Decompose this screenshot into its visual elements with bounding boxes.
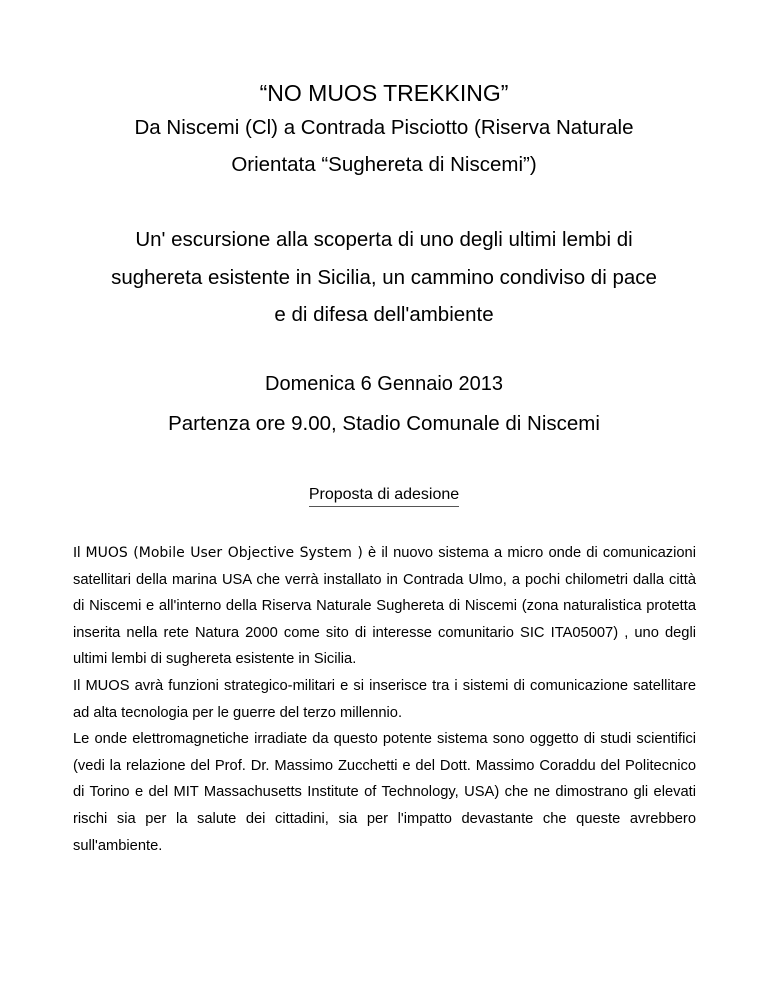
body-text bbox=[73, 540, 696, 859]
route-line-1: Da Niscemi (Cl) a Contrada Pisciotto (Riserva Naturale bbox=[134, 116, 634, 139]
intro-line-1: Un' escursione alla scoperta di uno degli ultimi lembi di bbox=[135, 228, 633, 251]
event-date: Domenica 6 Gennaio 2013 bbox=[265, 373, 503, 395]
paragraph-1-rest: è il nuovo sistema a micro onde di comunicazioni satellitari della marina USA che verrà installato in Contrada Ulmo, a pochi chilometri dalla città di Niscemi e all'interno della Riserva Naturale Sughereta di Niscemi (zona naturalistica protetta inserita nella rete Natura 2000 come sito di interesse comunitario SIC ITA05007) , uno degli ultimi lembi di sughereta esistente in Sicilia. bbox=[73, 545, 696, 668]
event-departure: Partenza ore 9.00, Stadio Comunale di Niscemi bbox=[168, 412, 600, 435]
intro-line-2: sughereta esistente in Sicilia, un cammino condiviso di pace bbox=[111, 266, 657, 289]
intro-line-3: e di difesa dell'ambiente bbox=[274, 303, 494, 326]
paragraph-3: Le onde elettromagnetiche irradiate da questo potente sistema sono oggetto di studi scientifici (vedi la relazione del Prof. Dr. Massimo Zucchetti e del Dott. Massimo Coraddu del Politecnico di Torino e del MIT Massachusetts Institute of Technology, USA) che ne dimostrano gli elevati rischi sia per la salute dei cittadini, sia per l'impatto devastante che queste avrebbero sull'ambiente. bbox=[73, 731, 696, 854]
event-title: “NO MUOS TREKKING” bbox=[259, 80, 509, 106]
paragraph-1 bbox=[73, 540, 696, 673]
section-heading-text: Proposta di adesione bbox=[309, 486, 459, 507]
section-heading bbox=[0, 486, 768, 504]
route-line-2: Orientata “Sughereta di Niscemi”) bbox=[231, 153, 537, 176]
paragraph-2: Il MUOS avrà funzioni strategico-militari e si inserisce tra i sistemi di comunicazione satellitare ad alta tecnologia per le guerre del terzo millennio. bbox=[73, 677, 696, 721]
paragraph-1-prefix: Il bbox=[73, 545, 86, 561]
muos-term: MUOS (Mobile User Objective System ) bbox=[85, 545, 363, 561]
